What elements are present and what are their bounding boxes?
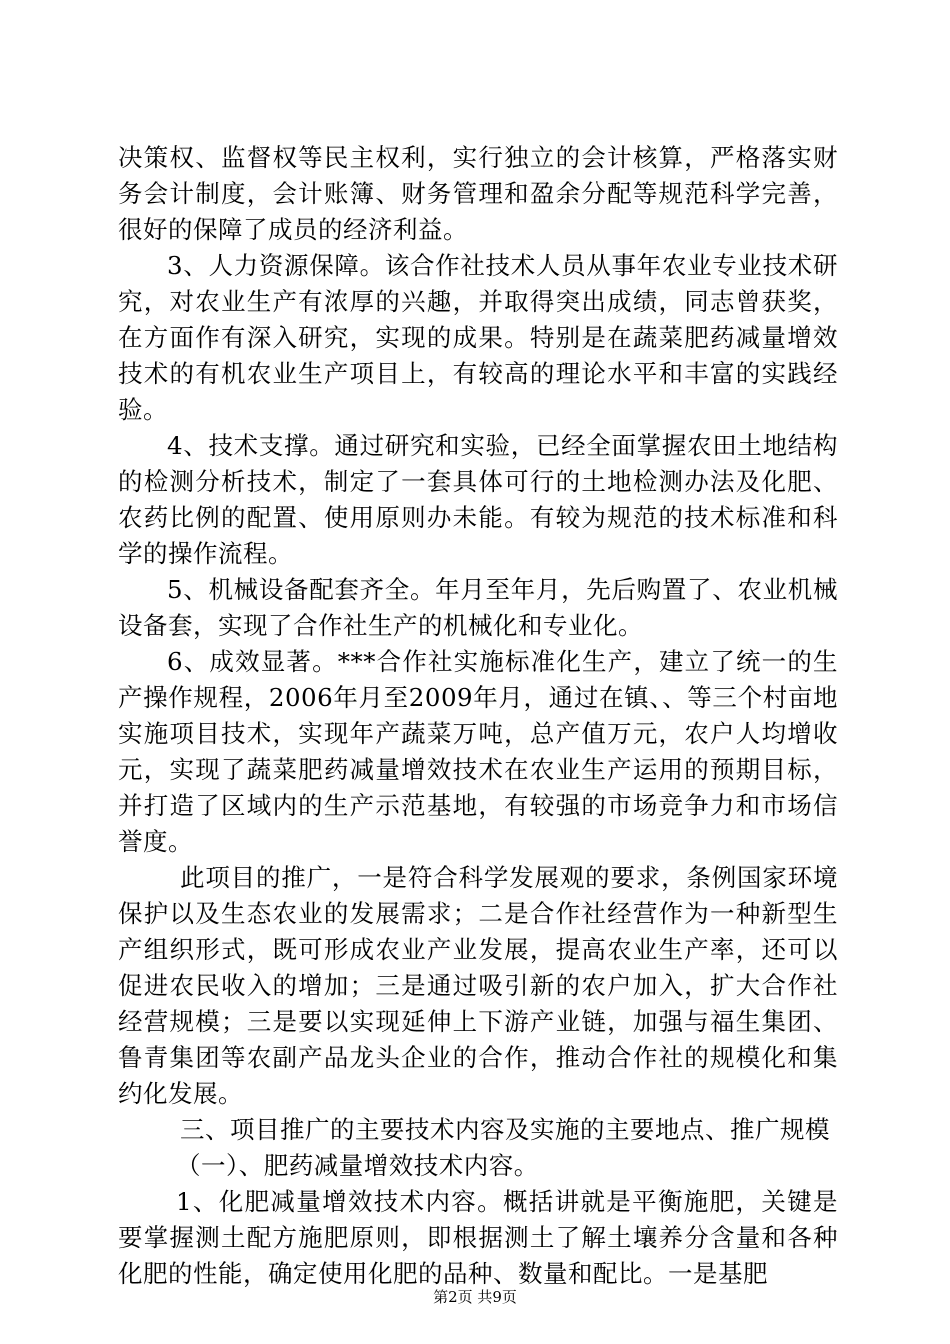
paragraph-technical-support: 4、技术支撑。通过研究和实验，已经全面掌握农田土地结构的检测分析技术，制定了一套具体可行的土地检测办法及化肥、农药比例的配置、使用原则办未能。有较为规范的技术标准和科学的操作流程。 (118, 431, 838, 568)
page-number-footer: 第2页 共9页 (433, 1288, 517, 1306)
paragraph-machinery: 5、机械设备配套齐全。年月至年月，先后购置了、农业机械设备套，实现了合作社生产的机械化和专业化。 (118, 575, 838, 640)
subsection-heading-one: （一）、肥药减量增效技术内容。 (176, 1151, 539, 1180)
paragraph-human-resources: 3、人力资源保障。该合作社技术人员从事年农业专业技术研究，对农业生产有浓厚的兴趣，并取得突出成绩，同志曾获奖，在方面作有深入研究，实现的成果。特别是在蔬菜肥药减量增效技术的有机农业生产项目上，有较高的理论水平和丰富的实践经验。 (118, 251, 838, 424)
paragraph-results: 6、成效显著。***合作社实施标准化生产，建立了统一的生产操作规程，2006年月至2009年月，通过在镇、、等三个村亩地实施项目技术，实现年产蔬菜万吨，总产值万元，农户人均增收元，实现了蔬菜肥药减量增效技术在农业生产运用的预期目标，并打造了区域内的生产示范基地，有较强的市场竞争力和市场信誉度。 (118, 647, 838, 856)
paragraph-democratic-rights: 决策权、监督权等民主权利，实行独立的会计核算，严格落实财务会计制度，会计账簿、财务管理和盈余分配等规范科学完善，很好的保障了成员的经济利益。 (118, 143, 838, 244)
paragraph-project-promotion: 此项目的推广，一是符合科学发展观的要求，条例国家环境保护以及生态农业的发展需求；二是合作社经营作为一种新型生产组织形式，既可形成农业产业发展，提高农业生产率，还可以促进农民收入的增加；三是通过吸引新的农户加入，扩大合作社经营规模；三是要以实现延伸上下游产业链，加强与福生集团、鲁青集团等农副产品龙头企业的合作，推动合作社的规模化和集约化发展。 (118, 863, 838, 1108)
paragraph-fertilizer-technique: 1、化肥减量增效技术内容。概括讲就是平衡施肥，关键是要掌握测土配方施肥原则，即根据测土了解土壤养分含量和各种化肥的性能，确定使用化肥的品种、数量和配比。一是基肥 (118, 1187, 838, 1288)
document-body (118, 140, 838, 1292)
section-heading-three: 三、项目推广的主要技术内容及实施的主要地点、推广规模 (180, 1115, 830, 1144)
